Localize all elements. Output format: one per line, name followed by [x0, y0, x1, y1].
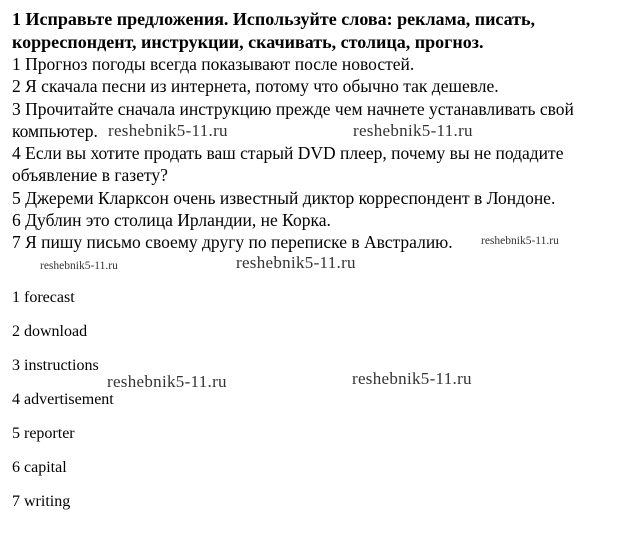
sentence-2: 2 Я скачала песни из интернета, потому что обычно так дешевле. — [12, 76, 499, 97]
answer-1: 1 forecast — [12, 289, 75, 306]
sentence-list — [12, 53, 617, 254]
exercise-title: 1 Исправьте предложения. Используйте слова: реклама, писать, корреспондент, инструкции, скачивать, столица, прогноз. — [12, 9, 536, 52]
watermark-text: reshebnik5-11.ru — [236, 253, 356, 272]
watermark-text: reshebnik5-11.ru — [108, 121, 228, 140]
answer-3: 3 instructions — [12, 357, 99, 374]
sentence-1: 1 Прогноз погоды всегда показывают после новостей. — [12, 54, 415, 74]
sentence-6: 6 Дублин это столица Ирландии, не Корка. — [12, 210, 331, 231]
answer-4: 4 advertisement — [12, 391, 114, 408]
watermark-text: reshebnik5-11.ru — [353, 121, 473, 140]
sentence-3: 3 Прочитайте сначала инструкцию прежде чем начнете устанавливать свой компьютер. — [12, 98, 574, 141]
answer-7: 7 writing — [12, 493, 71, 510]
sentence-5: 5 Джереми Кларксон очень известный диктор корреспондент в Лондоне. — [12, 187, 556, 208]
sentence-7: 7 Я пишу письмо своему другу по переписке в Австралию. — [12, 232, 453, 253]
watermark-text: reshebnik5-11.ru — [481, 235, 559, 247]
answer-6: 6 capital — [12, 459, 67, 476]
answer-5: 5 reporter — [12, 425, 75, 442]
answer-list — [12, 288, 312, 526]
watermark-text: reshebnik5-11.ru — [40, 260, 118, 272]
answer-2: 2 download — [12, 323, 88, 340]
watermark-text: reshebnik5-11.ru — [107, 372, 227, 391]
sentence-4: 4 Если вы хотите продать ваш старый DVD плеер, почему вы не подадите объявление в газету? — [12, 143, 564, 186]
watermark-text: reshebnik5-11.ru — [352, 369, 472, 388]
